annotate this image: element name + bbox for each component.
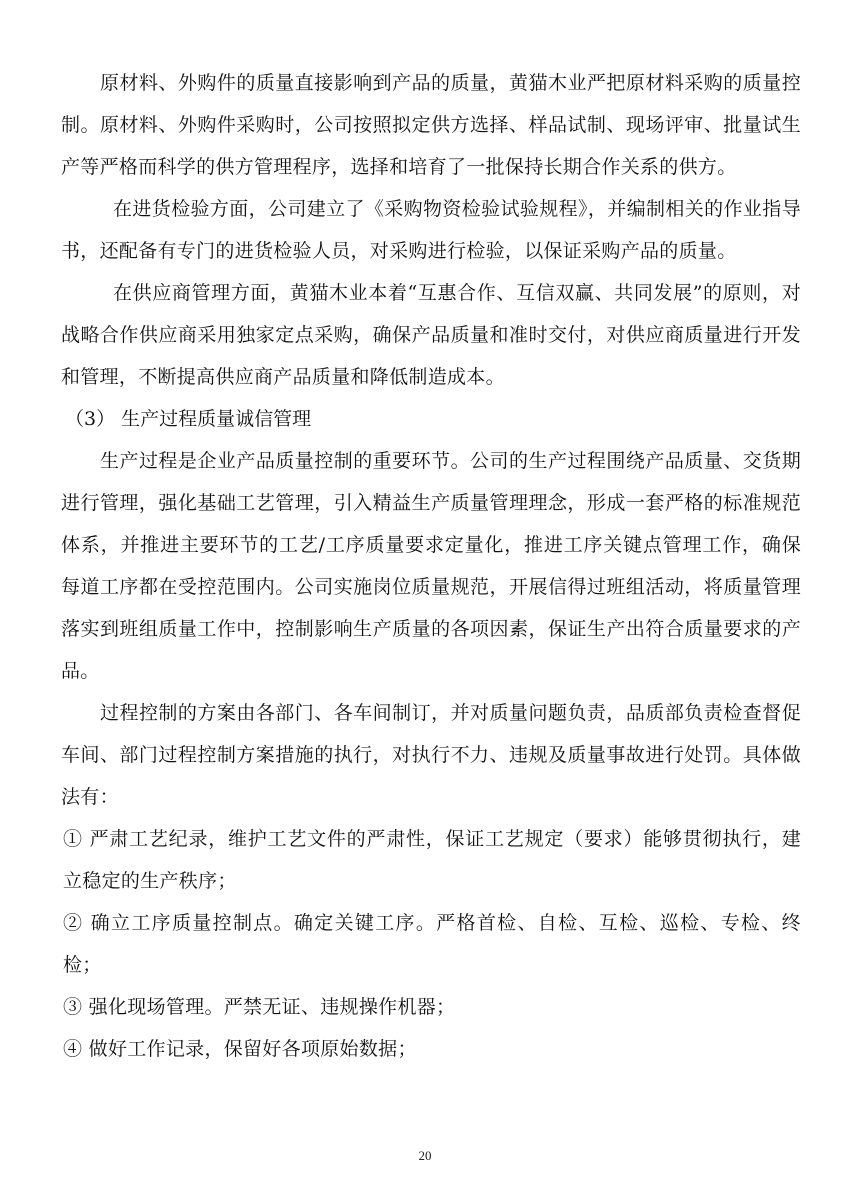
paragraph-raw-material-quality: 原材料、外购件的质量直接影响到产品的质量，黄猫木业严把原材料采购的质量控制。原材料、外购件采购时，公司按照拟定供方选择、样品试制、现场评审、批量试生产等严格而科学的供方管理程序，选择和培育了一批保持长期合作关系的供方。 — [61, 72, 801, 178]
list-item-site-management: ③ 强化现场管理。严禁无证、违规操作机器； — [63, 996, 456, 1018]
paragraph-production-process: 生产过程是企业产品质量控制的重要环节。公司的生产过程围绕产品质量、交货期进行管理，强化基础工艺管理，引入精益生产质量管理理念，形成一套严格的标准规范体系，并推进主要环节的工艺/工序质量要求定量化，推进工序关键点管理工作，确保每道工序都在受控范围内。公司实施岗位质量规范，开展信得过班组活动，将质量管理落实到班组质量工作中，控制影响生产质量的各项因素，保证生产出符合质量要求的产品。 — [61, 450, 801, 682]
list-item-control-points: ② 确立工序质量控制点。确定关键工序。严格首检、自检、互检、巡检、专检、终检； — [63, 912, 801, 976]
paragraph-supplier-management: 在供应商管理方面，黄猫木业本着“互惠合作、互信双赢、共同发展”的原则，对战略合作供应商采用独家定点采购，确保产品质量和准时交付，对供应商质量进行开发和管理，不断提高供应商产品质量和降低制造成本。 — [61, 282, 801, 388]
list-item-process-discipline: ① 严肃工艺纪录，维护工艺文件的严肃性，保证工艺规定（要求）能够贯彻执行，建立稳定的生产秩序； — [63, 828, 801, 892]
paragraph-incoming-inspection: 在进货检验方面，公司建立了《采购物资检验试验规程》，并编制相关的作业指导书，还配备有专门的进货检验人员，对采购进行检验，以保证采购产品的质量。 — [61, 198, 801, 262]
section-heading-production-quality: （3） 生产过程质量诚信管理 — [65, 408, 312, 430]
list-item-work-records: ④ 做好工作记录，保留好各项原始数据； — [63, 1038, 417, 1060]
paragraph-process-control: 过程控制的方案由各部门、各车间制订，并对质量问题负责，品质部负责检查督促车间、部门过程控制方案措施的执行，对执行不力、违规及质量事故进行处罚。具体做法有： — [61, 702, 801, 808]
document-body — [61, 62, 801, 1070]
page-number: 20 — [418, 1148, 432, 1163]
